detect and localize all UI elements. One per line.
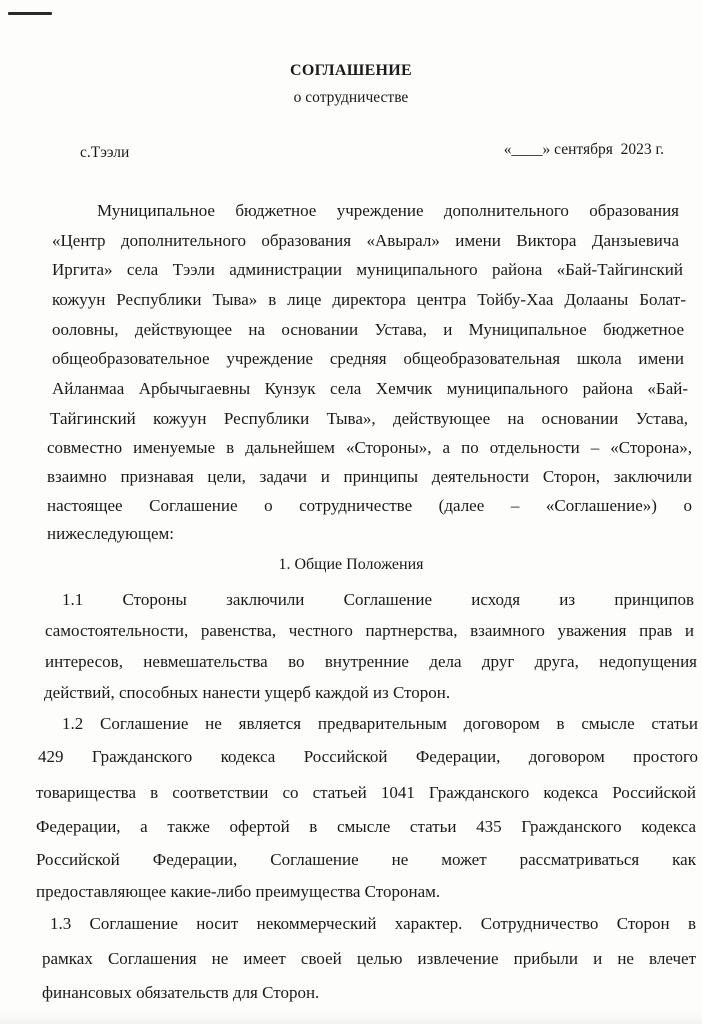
clause-1-1-line: 1.1 Стороны заключили Соглашение исходя из принципов (62, 590, 694, 609)
preamble-line: совместно именуемые в дальнейшем «Стороны», а по отдельности – «Сторона», (47, 438, 692, 457)
preamble-line: взаимно признавая цели, задачи и принципы деятельности Сторон, заключили (47, 467, 692, 486)
preamble-line: ооловны, действующее на основании Устава, и Муниципальное бюджетное (52, 320, 684, 339)
signing-date: «____» сентября 2023 г. (503, 141, 664, 158)
clause-1-2-line: 429 Гражданского кодекса Российской Федерации, договором простого (38, 747, 698, 766)
clause-1-2-line: Российской Федерации, Соглашение не может рассматриваться как (36, 850, 696, 869)
preamble-line: общеобразовательное учреждение средняя общеобразовательная школа имени (52, 349, 684, 368)
preamble-line: нижеследующем: (47, 524, 175, 543)
preamble-line: Тайгинский кожуун Республики Тыва», действующее на основании Устава, (50, 409, 688, 428)
preamble-line: «Центр дополнительного образования «Авырал» имени Виктора Данзыевича (52, 231, 679, 250)
clause-1-2-line: Федерации, а также офертой в смысле статьи 435 Гражданского кодекса (36, 817, 696, 836)
preamble-line: настоящее Соглашение о сотрудничестве (далее – «Соглашение») о (47, 496, 692, 515)
clause-1-1-line: самостоятельности, равенства, честного партнерства, взаимного уважения прав и (45, 621, 694, 640)
clause-1-2-line: 1.2 Соглашение не является предварительным договором в смысле статьи (62, 714, 698, 733)
section-heading: 1. Общие Положения (278, 556, 424, 573)
preamble-line: кожуун Республики Тыва» в лице директора центра Тойбу-Хаа Долааны Болат- (52, 290, 686, 309)
place-of-signing: с.Тээли (80, 144, 130, 161)
preamble-line: Иргита» села Тээли администрации муниципального района «Бай-Тайгинский (52, 260, 683, 279)
scan-mark (8, 12, 52, 15)
preamble-line: Муниципальное бюджетное учреждение дополнительного образования (97, 201, 679, 220)
clause-1-1-line: интересов, невмешательства во внутренние дела друг друга, недопущения (45, 652, 697, 671)
preamble-line: Айланмаа Арбычыгаевны Кунзук села Хемчик муниципального района «Бай- (52, 379, 688, 398)
clause-1-3-line: 1.3 Соглашение носит некоммерческий характер. Сотрудничество Сторон в (50, 914, 696, 933)
document-subtitle: о сотрудничестве (293, 89, 409, 106)
clause-1-2-line: предоставляющее какие-либо преимущества Сторонам. (36, 882, 441, 901)
document-title: СОГЛАШЕНИЕ (289, 62, 413, 79)
clause-1-3-line: финансовых обязательств для Сторон. (42, 983, 320, 1002)
clause-1-1-line: действий, способных нанести ущерб каждой из Сторон. (44, 683, 451, 702)
scan-bottom-edge (0, 1012, 702, 1024)
clause-1-2-line: товарищества в соответствии со статьей 1041 Гражданского кодекса Российской (36, 783, 696, 802)
clause-1-3-line: рамках Соглашения не имеет своей целью извлечение прибыли и не влечет (42, 949, 696, 968)
